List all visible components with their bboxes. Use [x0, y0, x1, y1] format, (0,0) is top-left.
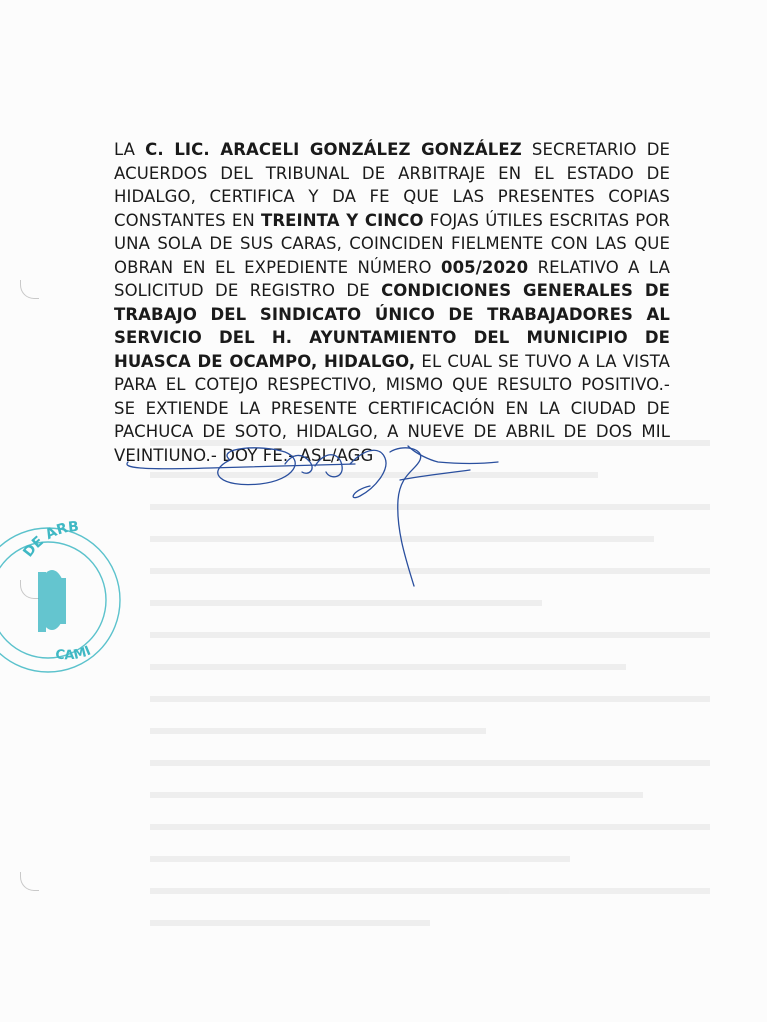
text-segment: EL CUAL SE TUVO A LA VISTA PARA EL COTEJO RESPECTIVO, MISMO QUE RESULTO POSITIVO.- SE EXTIENDE LA PRESENTE CERTIFICACIÓN EN LA CIUDAD DE PACHUCA DE SOTO, HIDALGO, A NUEVE DE ABRIL DE DOS MIL VEINTIUNO.- DOY FE.- ASL/AGG: [114, 351, 670, 465]
punch-hole-mark: [20, 872, 39, 891]
stamp-top-text: DE ARB: [20, 518, 80, 561]
text-segment: FOJAS ÚTILES ESCRITAS POR UNA SOLA DE SUS CARAS, COINCIDEN FIELMENTE CON LAS QUE OBRAN EN EL EXPEDIENTE NÚMERO: [114, 210, 670, 277]
subject-title: CONDICIONES GENERALES DE TRABAJO DEL SINDICATO ÚNICO DE TRABAJADORES AL SERVICIO DEL H. AYUNTAMIENTO DEL MUNICIPIO DE HUASCA DE OCAMPO, HIDALGO,: [114, 281, 670, 371]
svg-text:DE ARB: [20, 519, 79, 561]
text-segment: SECRETARIO DE ACUERDOS DEL TRIBUNAL DE ARBITRAJE EN EL ESTADO DE HIDALGO, CERTIFICA Y DA FE QUE LAS PRESENTES COPIAS CONSTANTES EN: [114, 140, 671, 230]
text-segment: LA: [114, 140, 146, 159]
expediente-number: 005/2020: [441, 257, 529, 277]
certification-text: [114, 138, 670, 467]
secretary-name: C. LIC. ARACELI GONZÁLEZ GONZÁLEZ: [145, 140, 522, 159]
text-segment: RELATIVO A LA SOLICITUD DE REGISTRO DE: [114, 257, 670, 300]
fojas-count: TREINTA Y CINCO: [260, 210, 424, 230]
stamp-bottom-text: CAMI: [54, 643, 94, 664]
handwritten-signature: [120, 440, 510, 600]
punch-hole-mark: [20, 280, 39, 299]
official-seal-stamp: [0, 500, 130, 680]
